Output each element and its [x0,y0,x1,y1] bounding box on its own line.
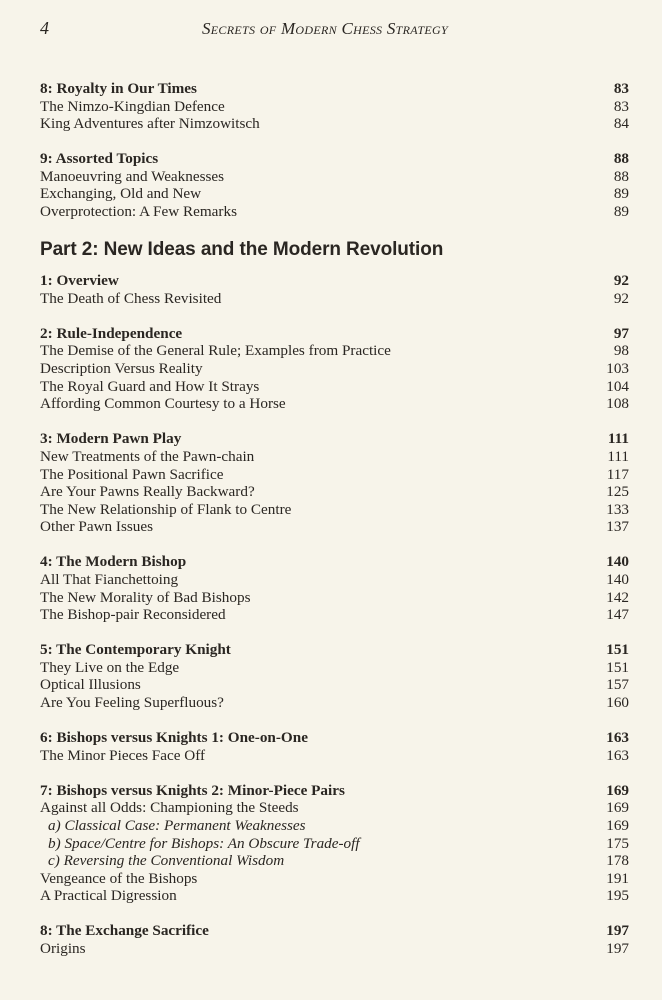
subsection-entry [40,835,629,853]
section-entry [40,747,629,765]
section-entry-title: A Practical Digression [40,887,177,905]
section-entry-title: The Positional Pawn Sacrifice [40,465,224,483]
section-entry-page: 89 [613,203,629,221]
section-entry-page: 137 [606,518,629,536]
section-entry-page: 160 [606,694,629,712]
chapter-block [40,150,629,220]
chapter-entry-title: 2: Rule-Independence [40,324,183,342]
chapter-block [40,80,629,133]
section-entry-title: Optical Illusions [40,676,141,694]
chapter-entry-page: 140 [606,553,629,571]
subsection-entry-page: 178 [606,852,629,870]
section-entry [40,342,629,360]
chapter-entry-title: 8: The Exchange Sacrifice [40,922,209,940]
chapter-entry-page: 97 [613,324,629,342]
chapter-entry-title: 4: The Modern Bishop [40,553,187,571]
chapter-entry-title: 3: Modern Pawn Play [40,430,182,448]
chapter-entry [40,150,629,168]
section-entry [40,395,629,413]
chapter-entry-title: 9: Assorted Topics [40,150,159,168]
section-entry [40,483,629,501]
section-entry-title: All That Fianchettoing [40,570,179,588]
section-entry-page: 147 [606,606,629,624]
section-entry-page: 111 [607,447,629,465]
section-entry [40,870,629,888]
section-entry [40,115,629,133]
section-entry [40,378,629,396]
section-entry-page: 157 [606,676,629,694]
section-entry [40,203,629,221]
section-entry [40,448,629,466]
chapter-entry [40,325,629,343]
section-entry [40,501,629,519]
section-entry-title: Description Versus Reality [40,360,203,378]
section-entry-title: Affording Common Courtesy to a Horse [40,395,286,413]
section-entry-title: Other Pawn Issues [40,518,154,536]
section-entry-page: 142 [606,588,629,606]
section-entry-page: 88 [613,167,629,185]
section-entry [40,606,629,624]
subsection-entry-page: 169 [606,817,629,834]
section-entry-title: Origins [40,940,86,958]
chapter-entry-page: 163 [606,729,629,747]
section-entry-title: Overprotection: A Few Remarks [40,203,237,221]
chapter-entry-title: 5: The Contemporary Knight [40,641,231,659]
section-entry-page: 163 [606,746,629,764]
chapter-entry [40,729,629,747]
section-entry-page: 151 [606,658,629,676]
section-entry-title: The Demise of the General Rule; Examples from Practice [40,342,391,360]
chapter-block [40,922,629,957]
chapter-entry-page: 151 [606,641,629,659]
section-entry [40,360,629,378]
chapter-block [40,430,629,536]
section-entry [40,518,629,536]
section-entry-page: 89 [613,185,629,203]
subsection-entry-title: c) Reversing the Conventional Wisdom [48,852,285,870]
chapter-entry-title: 1: Overview [40,272,119,290]
chapter-block [40,272,629,307]
chapter-entry [40,430,629,448]
subsection-entry [40,817,629,835]
part1-chapters [40,80,629,221]
section-entry-page: 84 [613,115,629,133]
chapter-entry-page: 169 [606,781,629,799]
section-entry-title: New Treatments of the Pawn-chain [40,447,255,465]
chapter-block [40,641,629,711]
running-title: Secrets of Modern Chess Strategy [202,19,448,38]
section-entry-title: Vengeance of the Bishops [40,869,198,887]
section-entry-page: 108 [606,395,629,413]
section-entry-page: 195 [606,887,629,905]
section-entry-page: 103 [606,360,629,378]
chapter-entry-title: 6: Bishops versus Knights 1: One-on-One [40,729,308,747]
chapter-entry-page: 111 [607,430,629,448]
section-entry-page: 169 [606,799,629,817]
chapter-block [40,553,629,623]
chapter-entry [40,553,629,571]
part2-chapters [40,272,629,958]
chapter-entry-page: 83 [613,80,629,97]
section-entry-page: 140 [606,570,629,588]
chapter-entry-page: 88 [613,150,629,168]
section-entry-title: Are Your Pawns Really Backward? [40,483,255,501]
section-entry-page: 117 [606,465,629,483]
section-entry-title: King Adventures after Nimzowitsch [40,115,260,133]
section-entry [40,659,629,677]
chapter-block [40,782,629,905]
part-heading: Part 2: New Ideas and the Modern Revolution [40,239,444,261]
section-entry [40,98,629,116]
chapter-entry [40,641,629,659]
chapter-entry [40,922,629,940]
section-entry-page: 133 [606,500,629,518]
section-entry-title: Against all Odds: Championing the Steeds [40,799,299,817]
chapter-entry [40,782,629,800]
section-entry-title: Exchanging, Old and New [40,185,202,203]
chapter-entry [40,272,629,290]
section-entry-page: 197 [606,940,629,958]
section-entry-title: The New Morality of Bad Bishops [40,588,251,606]
section-entry-page: 104 [606,377,629,395]
subsection-entry [40,852,629,870]
section-entry-page: 191 [606,869,629,887]
chapter-block [40,729,629,764]
chapter-entry-page: 197 [606,922,629,940]
section-entry [40,168,629,186]
section-entry-title: Are You Feeling Superfluous? [40,694,224,712]
section-entry [40,185,629,203]
section-entry [40,589,629,607]
chapter-entry-title: 8: Royalty in Our Times [40,80,197,97]
table-of-contents [40,80,629,975]
section-entry [40,466,629,484]
section-entry-page: 83 [613,97,629,115]
subsection-entry-page: 175 [606,834,629,852]
section-entry [40,571,629,589]
section-entry-title: The Nimzo-Kingdian Defence [40,97,225,115]
section-entry [40,940,629,958]
section-entry-title: The Bishop-pair Reconsidered [40,606,226,624]
section-entry [40,290,629,308]
section-entry [40,676,629,694]
section-entry-page: 98 [613,342,629,360]
chapter-entry-title: 7: Bishops versus Knights 2: Minor-Piece Pairs [40,781,345,799]
section-entry-title: The Death of Chess Revisited [40,289,222,307]
section-entry-title: Manoeuvring and Weaknesses [40,167,225,185]
section-entry-title: They Live on the Edge [40,658,180,676]
page-number: 4 [40,18,49,38]
section-entry [40,694,629,712]
page-header [40,18,628,42]
section-entry-title: The Royal Guard and How It Strays [40,377,260,395]
chapter-block [40,325,629,413]
chapter-entry-page: 92 [613,272,629,290]
section-entry-title: The New Relationship of Flank to Centre [40,500,292,518]
section-entry-page: 125 [606,483,629,501]
section-entry-title: The Minor Pieces Face Off [40,746,206,764]
section-entry [40,887,629,905]
subsection-entry-title: a) Classical Case: Permanent Weaknesses [48,817,306,834]
subsection-entry-title: b) Space/Centre for Bishops: An Obscure Trade-off [48,834,360,852]
section-entry-page: 92 [613,289,629,307]
section-entry [40,799,629,817]
chapter-entry [40,80,629,98]
